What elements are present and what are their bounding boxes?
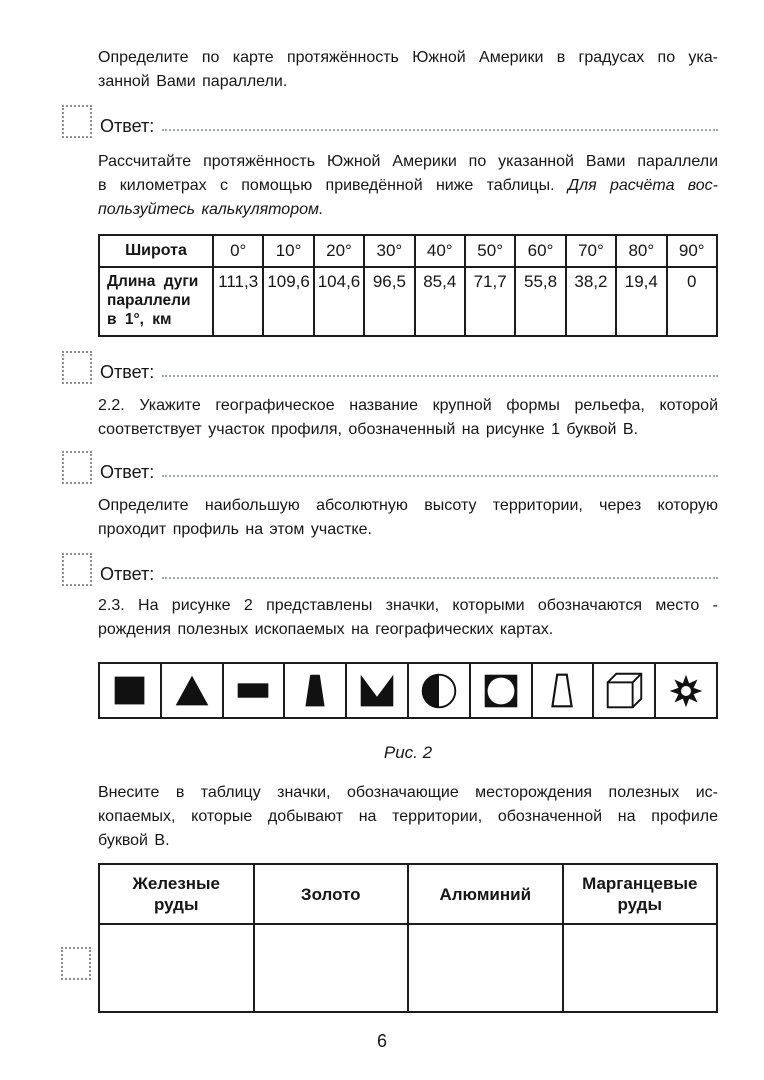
text-line: Определите по карте протяжённость Южной Америки в градусах по ука- [98, 49, 718, 66]
symbol-cell [224, 664, 286, 717]
arc-length-value: 104,6 [314, 267, 364, 336]
symbol-cell [471, 664, 533, 717]
latitude-degree-header: 0° [213, 235, 263, 267]
latitude-degree-header: 20° [314, 235, 364, 267]
answer-checkbox [62, 451, 92, 484]
latitude-degree-header: 80° [616, 235, 666, 267]
answer-row-4 [62, 550, 718, 586]
text-line: копаемых, которые добывают на территории, обозначенной на профиле [98, 808, 718, 825]
text-line: Рассчитайте протяжённость Южной Америки по указанной Вами параллели [98, 153, 718, 170]
minerals-table [98, 863, 718, 1013]
cube-outline-icon [601, 668, 647, 714]
filled-rectangle-icon [230, 668, 276, 714]
latitude-degree-header: 70° [566, 235, 616, 267]
answer-label: Ответ: [100, 362, 155, 382]
answer-line [162, 577, 718, 579]
answer-checkbox [62, 553, 92, 586]
filled-triangle-icon [169, 668, 215, 714]
minerals-empty-cell [563, 924, 718, 1012]
arc-length-value: 109,6 [263, 267, 313, 336]
circle-half-filled-icon [416, 668, 462, 714]
answer-checkbox [61, 947, 91, 980]
arc-length-value: 71,7 [465, 267, 515, 336]
symbol-cell [100, 664, 162, 717]
answer-line [162, 475, 718, 477]
arc-length-value: 111,3 [213, 267, 263, 336]
symbol-cell [409, 664, 471, 717]
text-line: проходит профиль на этом участке. [98, 521, 372, 538]
answer-label: Ответ: [100, 116, 155, 136]
minerals-column-header: Железные руды [99, 864, 254, 924]
text-line: занной Вами параллели. [98, 73, 288, 90]
arc-length-value: 55,8 [515, 267, 565, 336]
symbol-cell [533, 664, 595, 717]
answer-checkbox [62, 351, 92, 384]
figure-caption: Рис. 2 [383, 743, 433, 762]
trapezoid-outline-icon [539, 668, 585, 714]
text-line: Внесите в таблицу значки, обозначающие месторождения полезных ис- [98, 784, 718, 801]
text-line: 2.3. На рисунке 2 представлены значки, которыми обозначаются место - [98, 597, 718, 614]
filled-square-icon [107, 668, 153, 714]
latitude-degree-header: 60° [515, 235, 565, 267]
arc-length-value: 96,5 [364, 267, 414, 336]
mineral-symbols-strip [98, 662, 718, 719]
minerals-column-header: Золото [254, 864, 409, 924]
arc-length-value: 38,2 [566, 267, 616, 336]
sun-star-icon [663, 668, 709, 714]
question-paragraph-fill-table [98, 781, 718, 853]
latitude-column-header: Широта [99, 235, 213, 267]
latitude-table [98, 234, 718, 337]
text-line: буквой В. [98, 832, 170, 849]
arc-length-value: 85,4 [415, 267, 465, 336]
minerals-empty-cell [408, 924, 563, 1012]
answer-line [162, 129, 718, 131]
answer-row-3 [62, 448, 718, 484]
text-line: соответствует участок профиля, обозначенный на рисунке 1 буквой В. [98, 421, 638, 438]
symbol-cell [594, 664, 656, 717]
latitude-degree-header: 10° [263, 235, 313, 267]
minerals-empty-cell [254, 924, 409, 1012]
question-paragraph-extent-degrees [98, 46, 718, 94]
question-paragraph-2-3 [98, 594, 718, 642]
minerals-empty-cell [99, 924, 254, 1012]
latitude-degree-header: 90° [667, 235, 717, 267]
minerals-column-header: Марганцевые руды [563, 864, 718, 924]
answer-row-2 [62, 348, 718, 384]
square-white-circle-icon [478, 668, 524, 714]
answer-line [162, 375, 718, 377]
answer-checkbox [62, 105, 92, 138]
arc-length-row-label: Длина дуги параллели в 1°, км [99, 267, 213, 336]
latitude-degree-header: 30° [364, 235, 414, 267]
question-paragraph-max-height [98, 494, 718, 542]
text-line: Определите наибольшую абсолютную высоту территории, через которую [98, 497, 718, 514]
text-line: 2.2. Укажите географическое название крупной формы рельефа, которой [98, 397, 718, 414]
symbol-cell [347, 664, 409, 717]
latitude-degree-header: 40° [415, 235, 465, 267]
filled-trapezoid-icon [292, 668, 338, 714]
page-number: 6 [376, 1031, 387, 1051]
square-notched-top-icon [354, 668, 400, 714]
symbol-cell [656, 664, 716, 717]
minerals-table-body [99, 864, 717, 1012]
text-line: пользуйтесь калькулятором. [98, 201, 324, 218]
latitude-table-body [99, 235, 717, 336]
answer-label: Ответ: [100, 564, 155, 584]
text-line: в километрах с помощью приведённой ниже таблицы. Для расчёта вос- [98, 177, 718, 194]
question-paragraph-extent-km [98, 150, 718, 222]
arc-length-value: 19,4 [616, 267, 666, 336]
latitude-degree-header: 50° [465, 235, 515, 267]
symbol-cell [285, 664, 347, 717]
answer-row-1 [62, 102, 718, 138]
arc-length-value: 0 [667, 267, 717, 336]
question-paragraph-2-2 [98, 394, 718, 442]
text-line: рождения полезных ископаемых на географических картах. [98, 621, 554, 638]
minerals-column-header: Алюминий [408, 864, 563, 924]
symbol-cell [162, 664, 224, 717]
answer-label: Ответ: [100, 462, 155, 482]
